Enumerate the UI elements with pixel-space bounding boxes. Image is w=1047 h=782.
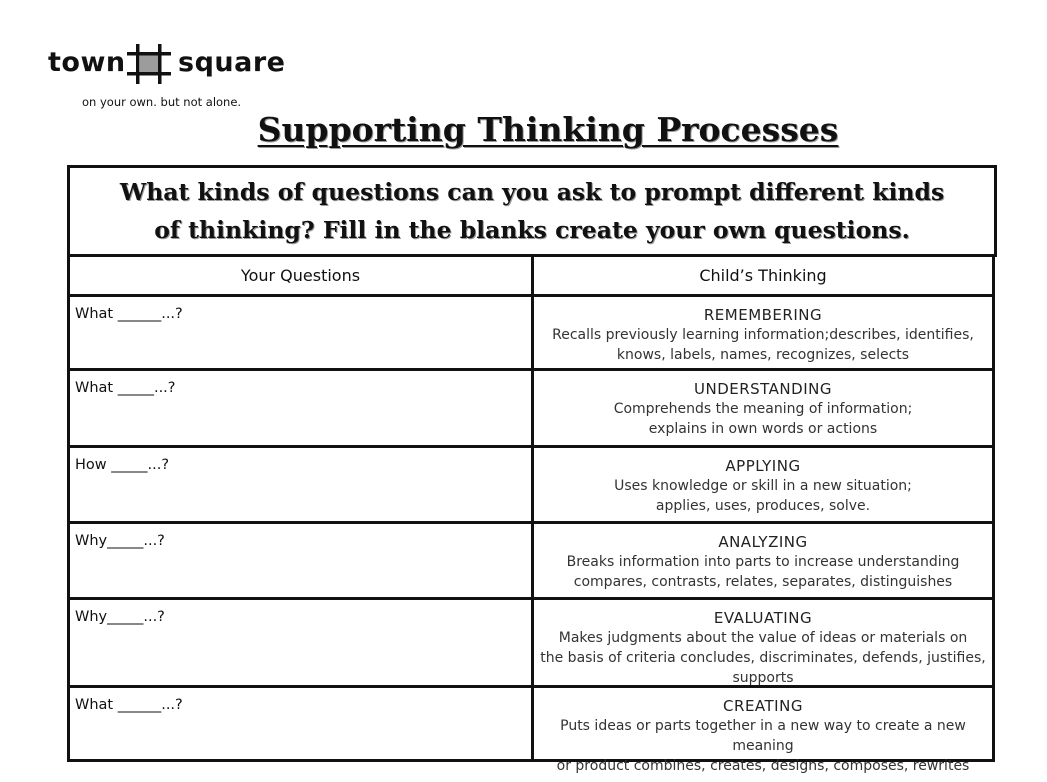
- thinking-cell: [534, 688, 992, 774]
- thinking-table: [67, 254, 995, 774]
- question-prompt: How _____...?: [75, 457, 170, 473]
- brand-logo: [48, 40, 308, 110]
- thinking-cell: [534, 600, 992, 685]
- thinking-level-description: Comprehends the meaning of information; explains in own words or actions: [613, 401, 913, 437]
- question-blank-cell[interactable]: [70, 371, 531, 445]
- thinking-level-description: Puts ideas or parts together in a new way to create a new meaning or product combines, creates, designs, composes, rewrites: [556, 718, 970, 774]
- thinking-level-name: EVALUATING: [713, 609, 813, 627]
- logo-tagline: on your own. but not alone.: [82, 95, 242, 109]
- thinking-level-description: Breaks information into parts to increase understanding compares, contrasts, relates, separates, distinguishes: [566, 554, 960, 590]
- thinking-level-name: UNDERSTANDING: [694, 380, 832, 398]
- question-prompt: Why_____...?: [75, 533, 165, 549]
- prompt-line-1: What kinds of questions can you ask to prompt different kinds: [119, 178, 945, 206]
- logo-word-town: town: [48, 47, 126, 78]
- prompt-box: [67, 165, 997, 257]
- thinking-cell: [534, 524, 992, 597]
- question-blank-cell[interactable]: [70, 297, 531, 368]
- thinking-level-description: Uses knowledge or skill in a new situation; applies, uses, produces, solve.: [614, 478, 912, 514]
- question-prompt: What ______...?: [75, 697, 183, 713]
- header-childs-thinking: Child’s Thinking: [534, 257, 992, 294]
- thinking-cell: [534, 448, 992, 521]
- question-blank-cell[interactable]: [70, 448, 531, 521]
- thinking-level-name: CREATING: [723, 697, 803, 715]
- prompt-text: [120, 173, 944, 249]
- question-blank-cell[interactable]: [70, 600, 531, 685]
- question-prompt: Why_____...?: [75, 609, 165, 625]
- logo-word-square: square: [178, 47, 286, 78]
- page-title: Supporting Thinking Processes: [257, 110, 839, 149]
- question-prompt: What _____...?: [75, 380, 176, 396]
- header-your-questions: Your Questions: [70, 257, 531, 294]
- question-blank-cell[interactable]: [70, 688, 531, 759]
- thinking-level-name: ANALYZING: [718, 533, 808, 551]
- thinking-cell: [534, 297, 992, 368]
- town-square-grid-icon: [126, 42, 172, 86]
- question-prompt: What ______...?: [75, 306, 183, 322]
- thinking-level-name: REMEMBERING: [703, 306, 823, 324]
- thinking-level-name: APPLYING: [725, 457, 801, 475]
- thinking-level-description: Makes judgments about the value of ideas or materials on the basis of criteria concludes, discriminates, defends, justifies, supports: [540, 630, 986, 686]
- thinking-level-description: Recalls previously learning information;describes, identifies, knows, labels, names, recognizes, selects: [552, 327, 974, 363]
- thinking-cell: [534, 371, 992, 445]
- question-blank-cell[interactable]: [70, 524, 531, 597]
- prompt-line-2: of thinking? Fill in the blanks create your own questions.: [154, 216, 910, 244]
